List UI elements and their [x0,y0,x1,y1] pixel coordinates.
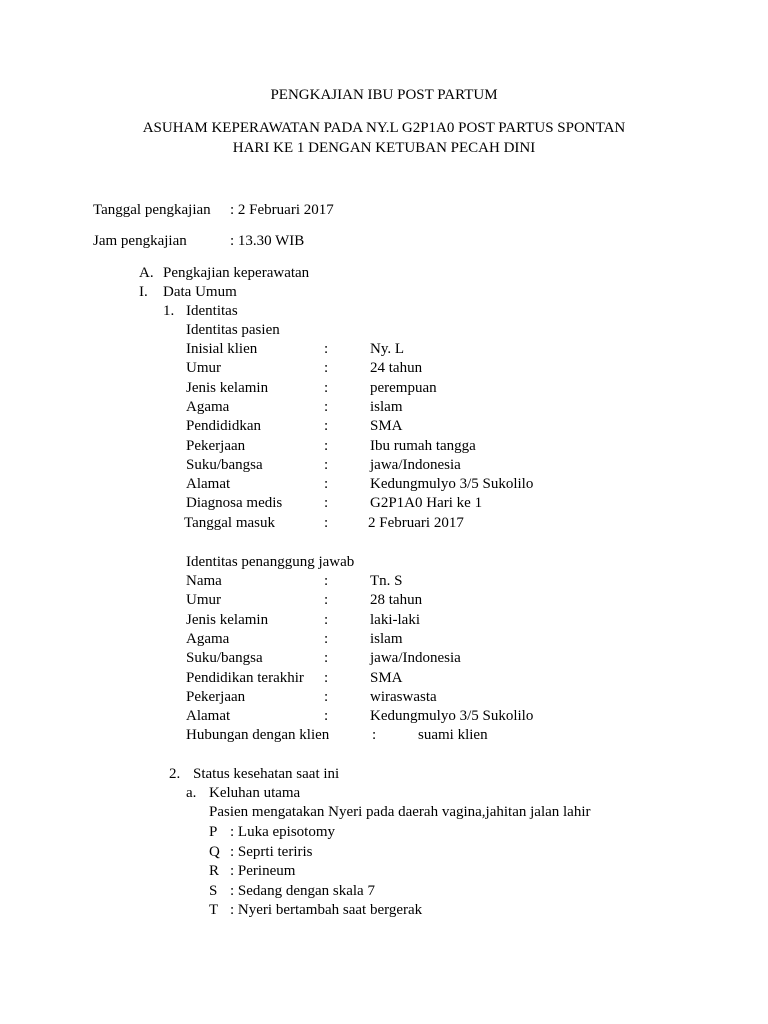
table-row [0,437,768,456]
row-colon: : [324,669,329,686]
row-value: laki-laki [370,611,420,628]
pqrst-letter: P [209,824,218,840]
row-value: 24 tahun [370,360,423,377]
row-label: Pendididkan [186,418,261,435]
row-colon: : [324,476,329,493]
table-row [0,359,768,378]
row-colon: : [324,379,329,396]
table-row [0,688,768,707]
table-row [0,611,768,630]
row-label: Inisial klien [186,341,258,357]
row-value: jawa/Indonesia [370,456,461,473]
status-marker: 2. [169,766,181,782]
outline-i-marker: I. [139,284,148,300]
keluhan-text: Pasien mengatakan Nyeri pada daerah vagina,jahitan jalan lahir [209,804,591,820]
document-subtitle-line1: ASUHAM KEPERAWATAN PADA NY.L G2P1A0 POST PARTUS SPONTAN [142,120,626,136]
row-value: 28 tahun [370,592,423,609]
row-colon: : [324,437,329,454]
pqrst-letter: S [209,882,218,899]
row-label: Suku/bangsa [186,650,263,667]
row-value: Ny. L [370,341,405,357]
pasien-heading: Identitas pasien [186,322,280,338]
row-colon: : [324,418,329,435]
table-row [0,707,768,726]
keluhan-heading: Keluhan utama [209,785,301,801]
status-text: Status kesehatan saat ini [193,766,340,782]
row-value: G2P1A0 Hari ke 1 [370,495,483,512]
row-value: perempuan [370,379,437,396]
outline-a-marker: A. [139,265,154,281]
pqrst-text: : Luka episotomy [230,824,335,840]
pqrst-text: : Sedang dengan skala 7 [230,882,375,899]
row-label: Pekerjaan [186,688,246,705]
row-value: islam [370,630,403,647]
row-label: Nama [186,573,222,589]
row-colon: : [324,611,329,628]
document-subtitle-line2: HARI KE 1 DENGAN KETUBAN PECAH DINI [232,140,536,156]
tanggal-value: : 2 Februari 2017 [230,202,334,218]
row-value: 2 Februari 2017 [368,514,464,531]
table-row [0,514,768,533]
row-label: Agama [186,630,230,647]
table-row [0,726,768,745]
row-label: Hubungan dengan klien [186,727,330,744]
table-row [0,649,768,668]
table-row [0,591,768,610]
table-row [0,669,768,688]
outline-i-text: Data Umum [163,284,237,300]
keluhan-marker: a. [186,785,197,801]
row-colon: : [324,650,329,667]
row-label: Umur [186,592,221,609]
row-value: Tn. S [370,573,403,589]
table-row [0,417,768,436]
table-row [0,379,768,398]
document-title: PENGKAJIAN IBU POST PARTUM [270,87,498,103]
penanggung-heading: Identitas penanggung jawab [186,554,355,570]
row-label: Suku/bangsa [186,456,263,473]
row-label: Pendidikan terakhir [186,669,304,686]
row-label: Diagnosa medis [186,495,283,512]
row-colon: : [324,398,329,415]
pqrst-text: : Seprti teriris [230,843,313,860]
table-row [0,398,768,417]
table-row [0,494,768,513]
row-colon: : [324,495,329,512]
row-label: Umur [186,360,221,377]
row-colon: : [324,456,329,473]
pqrst-text: : Nyeri bertambah saat bergerak [230,902,423,918]
outline-a-text: Pengkajian keperawatan [163,265,310,281]
outline-1-marker: 1. [163,303,175,319]
row-value: wiraswasta [370,688,437,705]
row-value: jawa/Indonesia [370,650,461,667]
row-label: Agama [186,398,230,415]
row-value: islam [370,398,403,415]
row-colon: : [324,514,329,531]
row-value: SMA [370,418,403,435]
row-colon: : [372,727,377,744]
row-label: Jenis kelamin [186,611,269,628]
row-label: Alamat [186,476,231,493]
pqrst-letter: Q [209,843,220,860]
table-row [0,572,768,591]
jam-label: Jam pengkajian [93,233,187,249]
row-colon: : [324,708,329,725]
row-colon: : [324,573,329,589]
row-colon: : [324,341,329,357]
table-row [0,456,768,475]
row-colon: : [324,360,329,377]
row-label: Alamat [186,708,231,725]
row-label: Pekerjaan [186,437,246,454]
pqrst-text: : Perineum [230,863,296,879]
row-value: suami klien [418,727,488,744]
table-row [0,630,768,649]
row-colon: : [324,688,329,705]
row-value: Kedungmulyo 3/5 Sukolilo [370,708,534,725]
row-value: SMA [370,669,403,686]
row-label: Tanggal masuk [184,514,276,531]
tanggal-label: Tanggal pengkajian [93,202,211,218]
row-value: Ibu rumah tangga [370,437,476,454]
table-row [0,475,768,494]
row-label: Jenis kelamin [186,379,269,396]
table-row [0,340,768,359]
jam-value: : 13.30 WIB [230,233,305,249]
outline-1-text: Identitas [186,303,238,319]
row-colon: : [324,630,329,647]
pqrst-letter: R [209,863,220,879]
row-colon: : [324,592,329,609]
row-value: Kedungmulyo 3/5 Sukolilo [370,476,534,493]
pqrst-letter: T [209,902,219,918]
